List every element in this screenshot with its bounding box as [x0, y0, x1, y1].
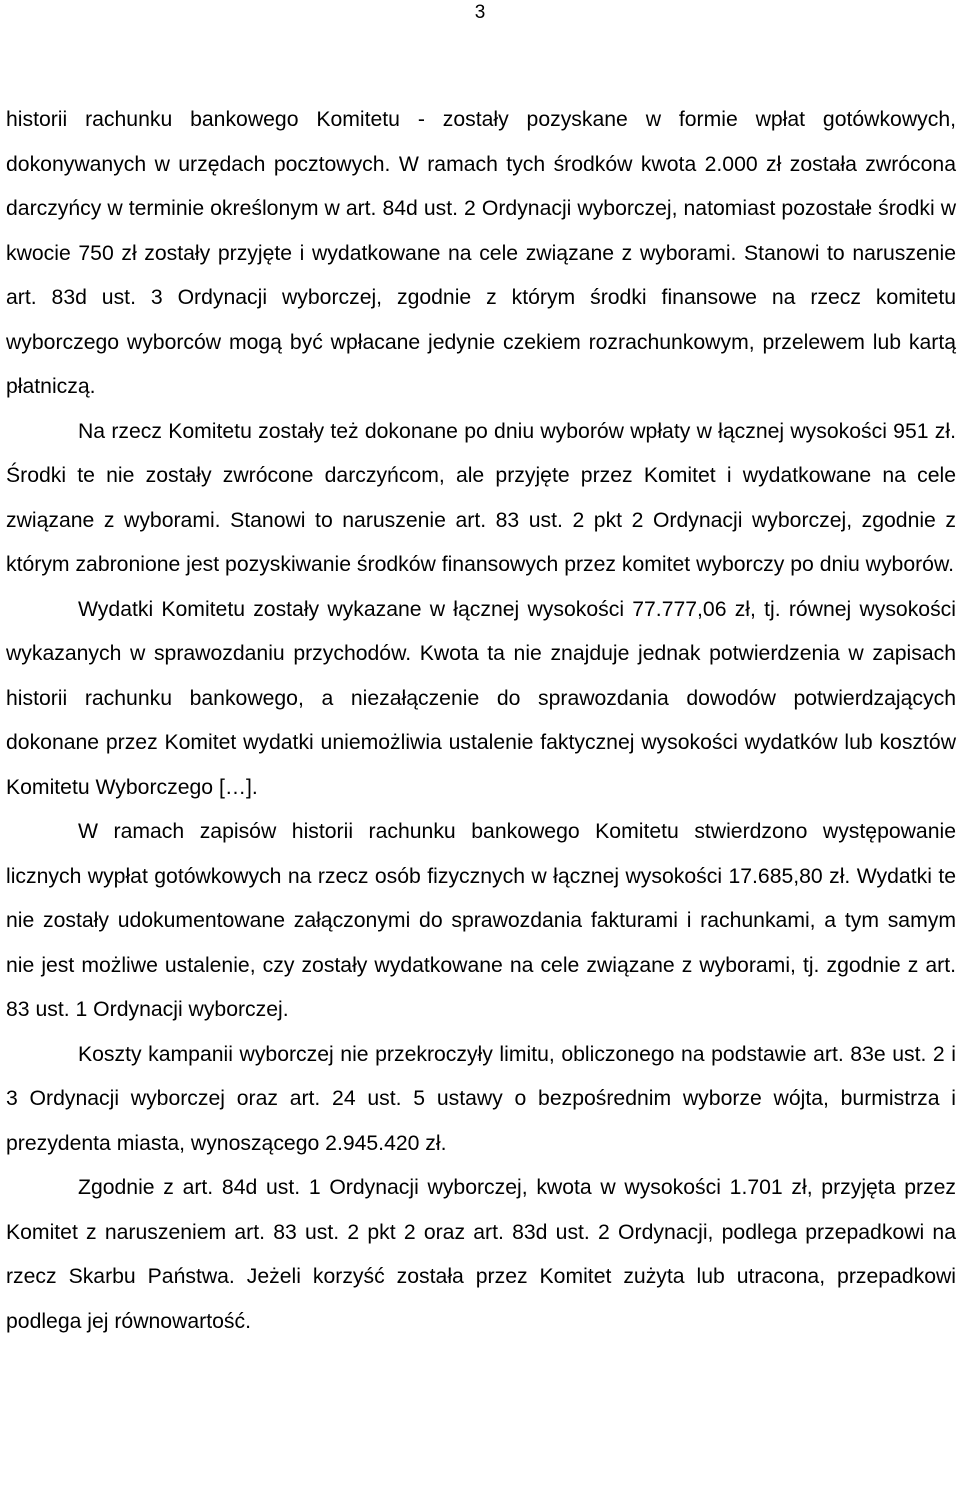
document-body [6, 98, 956, 1344]
paragraph-campaign-limit: Koszty kampanii wyborczej nie przekroczyły limitu, obliczonego na podstawie art. 83e ust. 2 i 3 Ordynacji wyborczej oraz art. 24 ust. 5 ustawy o bezpośrednim wyborze wójta, burmistrza i prezydenta miasta, wynoszącego 2.945.420 zł. [6, 1042, 956, 1155]
paragraph-continuation: historii rachunku bankowego Komitetu - zostały pozyskane w formie wpłat gotówkowych, dokonywanych w urzędach pocztowych. W ramach tych środków kwota 2.000 zł została zwrócona darczyńcy w terminie określonym w art. 84d ust. 2 Ordynacji wyborczej, natomiast pozostałe środki w kwocie 750 zł zostały przyjęte i wydatkowane na cele związane z wyborami. Stanowi to naruszenie art. 83d ust. 3 Ordynacji wyborczej, zgodnie z którym środki finansowe na rzecz komitetu wyborczego wyborców mogą być wpłacane jedynie czekiem rozrachunkowym, przelewem lub kartą płatniczą. [6, 108, 956, 398]
page-number: 3 [474, 2, 486, 23]
paragraph-late-donations: Na rzecz Komitetu zostały też dokonane po dniu wyborów wpłaty w łącznej wysokości 951 zł. Środki te nie zostały zwrócone darczyńcom, ale przyjęte przez Komitet i wydatkowane na cele związane z wyborami. Stanowi to naruszenie art. 83 ust. 2 pkt 2 Ordynacji wyborczej, zgodnie z którym zabronione jest pozyskiwanie środków finansowych przez komitet wyborczy po dniu wyborów. [6, 419, 956, 576]
paragraph-forfeiture: Zgodnie z art. 84d ust. 1 Ordynacji wyborczej, kwota w wysokości 1.701 zł, przyjęta przez Komitet z naruszeniem art. 83 ust. 2 pkt 2 oraz art. 83d ust. 2 Ordynacji, podlega przepadkowi na rzecz Skarbu Państwa. Jeżeli korzyść została przez Komitet zużyta lub utracona, przepadkowi podlega jej równowartość. [6, 1176, 956, 1333]
paragraph-cash-withdrawals: W ramach zapisów historii rachunku bankowego Komitetu stwierdzono występowanie licznych wypłat gotówkowych na rzecz osób fizycznych w łącznej wysokości 17.685,80 zł. Wydatki te nie zostały udokumentowane załączonymi do sprawozdania fakturami i rachunkami, a tym samym nie jest możliwe ustalenie, czy zostały wydatkowane na cele związane z wyborami, tj. zgodnie z art. 83 ust. 1 Ordynacji wyborczej. [6, 820, 956, 1021]
paragraph-expenses: Wydatki Komitetu zostały wykazane w łącznej wysokości 77.777,06 zł, tj. równej wysokości wykazanych w sprawozdaniu przychodów. Kwota ta nie znajduje jednak potwierdzenia w zapisach historii rachunku bankowego, a niezałączenie do sprawozdania dowodów potwierdzających dokonane przez Komitet wydatki uniemożliwia ustalenie faktycznej wysokości wydatków lub kosztów Komitetu Wyborczego […]. [6, 597, 956, 799]
